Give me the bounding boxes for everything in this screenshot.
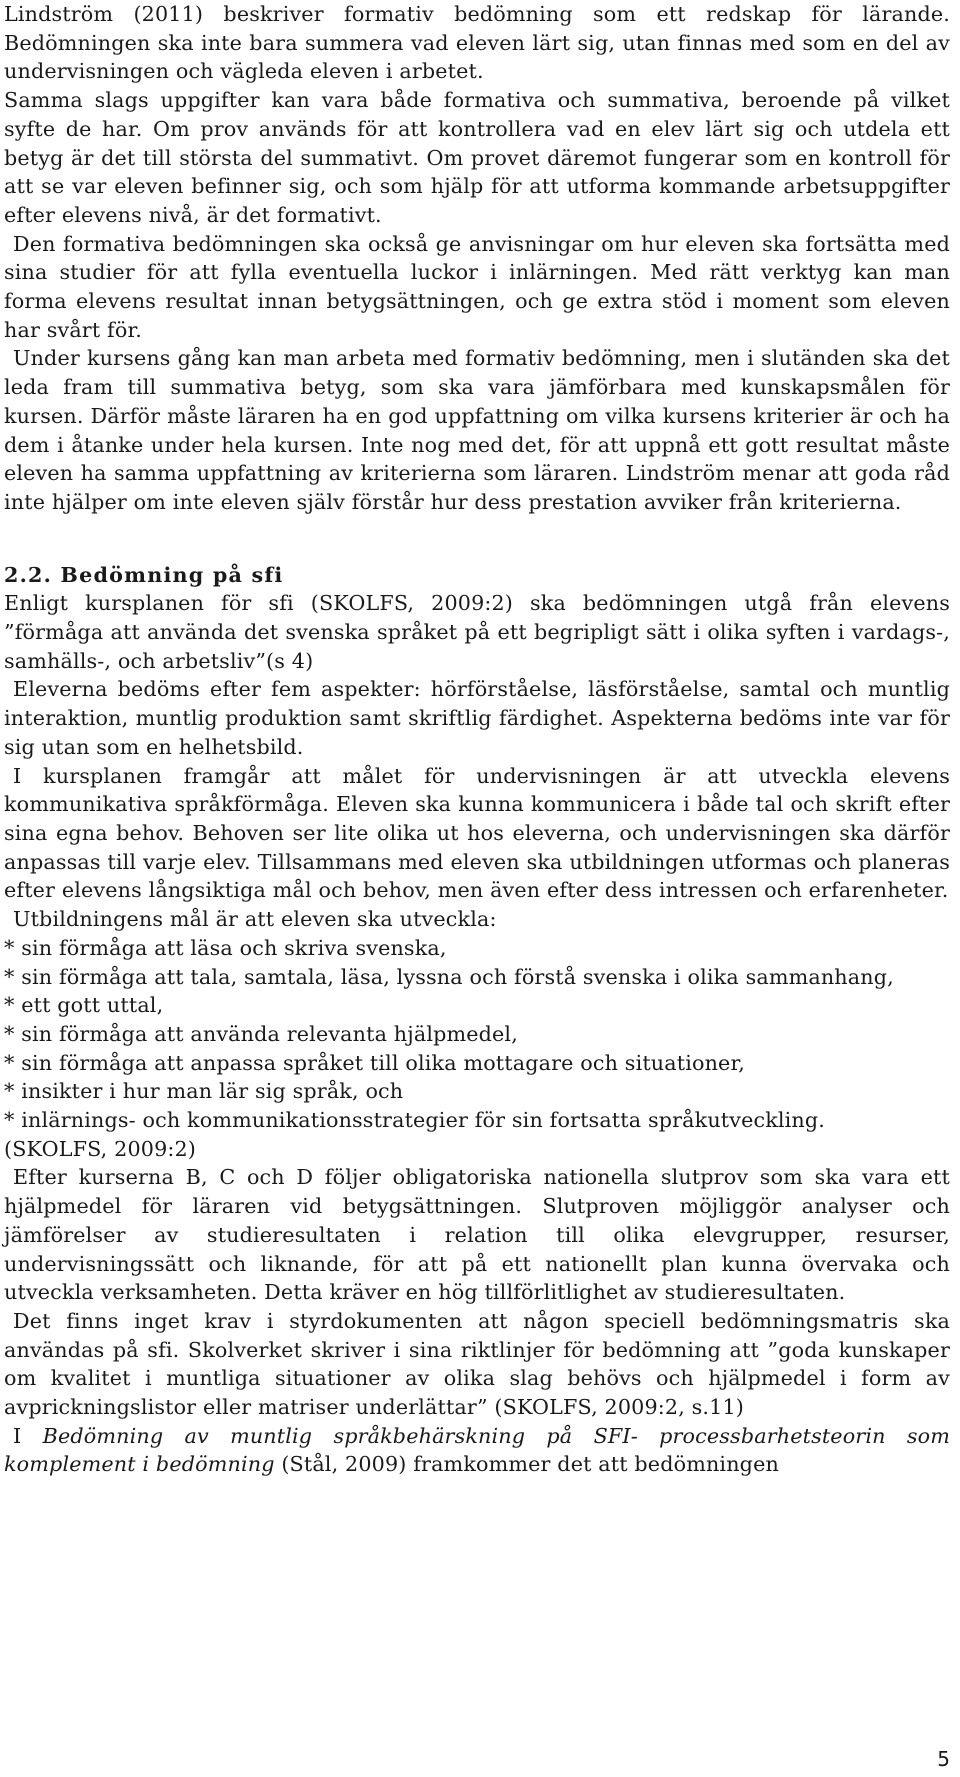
- list-item: * sin förmåga att läsa och skriva svenska,: [4, 935, 447, 960]
- section-heading: [4, 561, 950, 590]
- paragraph-national-tests: Efter kurserna B, C och D följer obligatoriska nationella slutprov som ska vara ett hjälpmedel för läraren vid betygsättningen. Slutproven möjliggör analyser och jämförelser av studieresultaten i relation till olika elevgrupper, resurser, undervisningssätt och liknande, för att på ett nationellt plan kunna övervaka och utveckla verksamheten. Detta kräver en hög tillförlitlighet av studieresultaten.: [4, 1165, 950, 1305]
- goals-list: [4, 934, 950, 1135]
- paragraph-assessment-matrix: Det finns inget krav i styrdokumenten att någon speciell bedömningsmatris ska användas på sfi. Skolverket skriver i sina riktlinjer för bedömning att ”goda kunskaper om kvalitet i muntliga situationer av olika slag behövs och hjälpmedel i form av avprickningslistor eller matriser underlättar” (SKOLFS, 2009:2, s.11): [4, 1308, 950, 1420]
- list-item: * sin förmåga att tala, samtala, läsa, lyssna och förstå svenska i olika sammanhang,: [4, 964, 894, 989]
- paragraph-formative-guidance: Den formativa bedömningen ska också ge anvisningar om hur eleven ska fortsätta med sina studier för att fylla eventuella luckor i inlärningen. Med rätt verktyg kan man forma elevens resultat innan betygsättningen, och ge extra stöd i moment som eleven har svårt för.: [4, 231, 950, 342]
- list-item: * insikter i hur man lär sig språk, och: [4, 1079, 404, 1104]
- paragraph-aspects: Eleverna bedöms efter fem aspekter: hörförståelse, läsförståelse, samtal och muntlig interaktion, muntlig produktion samt skriftlig färdighet. Aspekterna bedöms inte var för sig utan som en helhetsbild.: [4, 677, 950, 759]
- goals-source: (SKOLFS, 2009:2): [4, 1136, 197, 1161]
- reference-lead: I: [13, 1423, 43, 1448]
- reference-title: Bedömning av muntlig språkbehärskning på SFI- processbarhetsteorin som komplement i bedömning: [4, 1423, 950, 1477]
- list-item: * ett gott uttal,: [4, 993, 164, 1018]
- paragraph-goals-intro: Utbildningens mål är att eleven ska utveckla:: [13, 907, 497, 932]
- section-title: Bedömning på sfi: [60, 562, 284, 587]
- document-page: [4, 0, 950, 1479]
- paragraph-stal-reference: [4, 1422, 950, 1479]
- paragraph-kursplan: Enligt kursplanen för sfi (SKOLFS, 2009:2) ska bedömningen utgå från elevens ”förmåga att använda det svenska språket på ett begripligt sätt i olika syften i vardags-, samhälls-, och arbetsliv”(s 4): [4, 591, 950, 673]
- paragraph-course-assessment: Under kursens gång kan man arbeta med formativ bedömning, men i slutänden ska det leda fram till summativa betyg, som ska vara jämförbara med kunskapsmålen för kursen. Därför måste läraren ha en god uppfattning om vilka kursens kriterier är och ha dem i åtanke under hela kursen. Inte nog med det, för att uppnå ett gott resultat måste eleven ha samma uppfattning av kriterierna som läraren. Lindström menar att goda råd inte hjälper om inte eleven själv förstår hur dess prestation avviker från kriterierna.: [4, 346, 950, 514]
- section-spacer: [4, 517, 950, 561]
- paragraph-formative-summative: Samma slags uppgifter kan vara både formativa och summativa, beroende på vilket syfte de har. Om prov används för att kontrollera vad en elev lärt sig och utdela ett betyg är det till största del summativt. Om provet däremot fungerar som en kontroll för att se var eleven befinner sig, och som hjälp för att utforma kommande arbetsuppgifter efter elevens nivå, är det formativt.: [4, 88, 950, 227]
- list-item: * sin förmåga att anpassa språket till olika mottagare och situationer,: [4, 1050, 745, 1075]
- list-item: * sin förmåga att använda relevanta hjälpmedel,: [4, 1021, 518, 1046]
- paragraph-communication-goal: I kursplanen framgår att målet för undervisningen är att utveckla elevens kommunikativa språkförmåga. Eleven ska kunna kommunicera i både tal och skrift efter sina egna behov. Behoven ser lite olika ut hos eleverna, och undervisningen ska därför anpassas till varje elev. Tillsammans med eleven ska utbildningen utformas och planeras efter elevens långsiktiga mål och behov, men även efter dess intressen och erfarenheter.: [4, 763, 950, 903]
- section-number: 2.2.: [4, 562, 52, 587]
- reference-rest: (Stål, 2009) framkommer det att bedömningen: [274, 1452, 779, 1477]
- list-item: * inlärnings- och kommunikationsstrategier för sin fortsatta språkutveckling.: [4, 1108, 826, 1133]
- paragraph-lindstrom-intro: Lindström (2011) beskriver formativ bedömning som ett redskap för lärande. Bedömningen ska inte bara summera vad eleven lärt sig, utan finnas med som en del av undervisningen och vägleda eleven i arbetet.: [4, 2, 950, 84]
- page-number: 5: [937, 1747, 950, 1771]
